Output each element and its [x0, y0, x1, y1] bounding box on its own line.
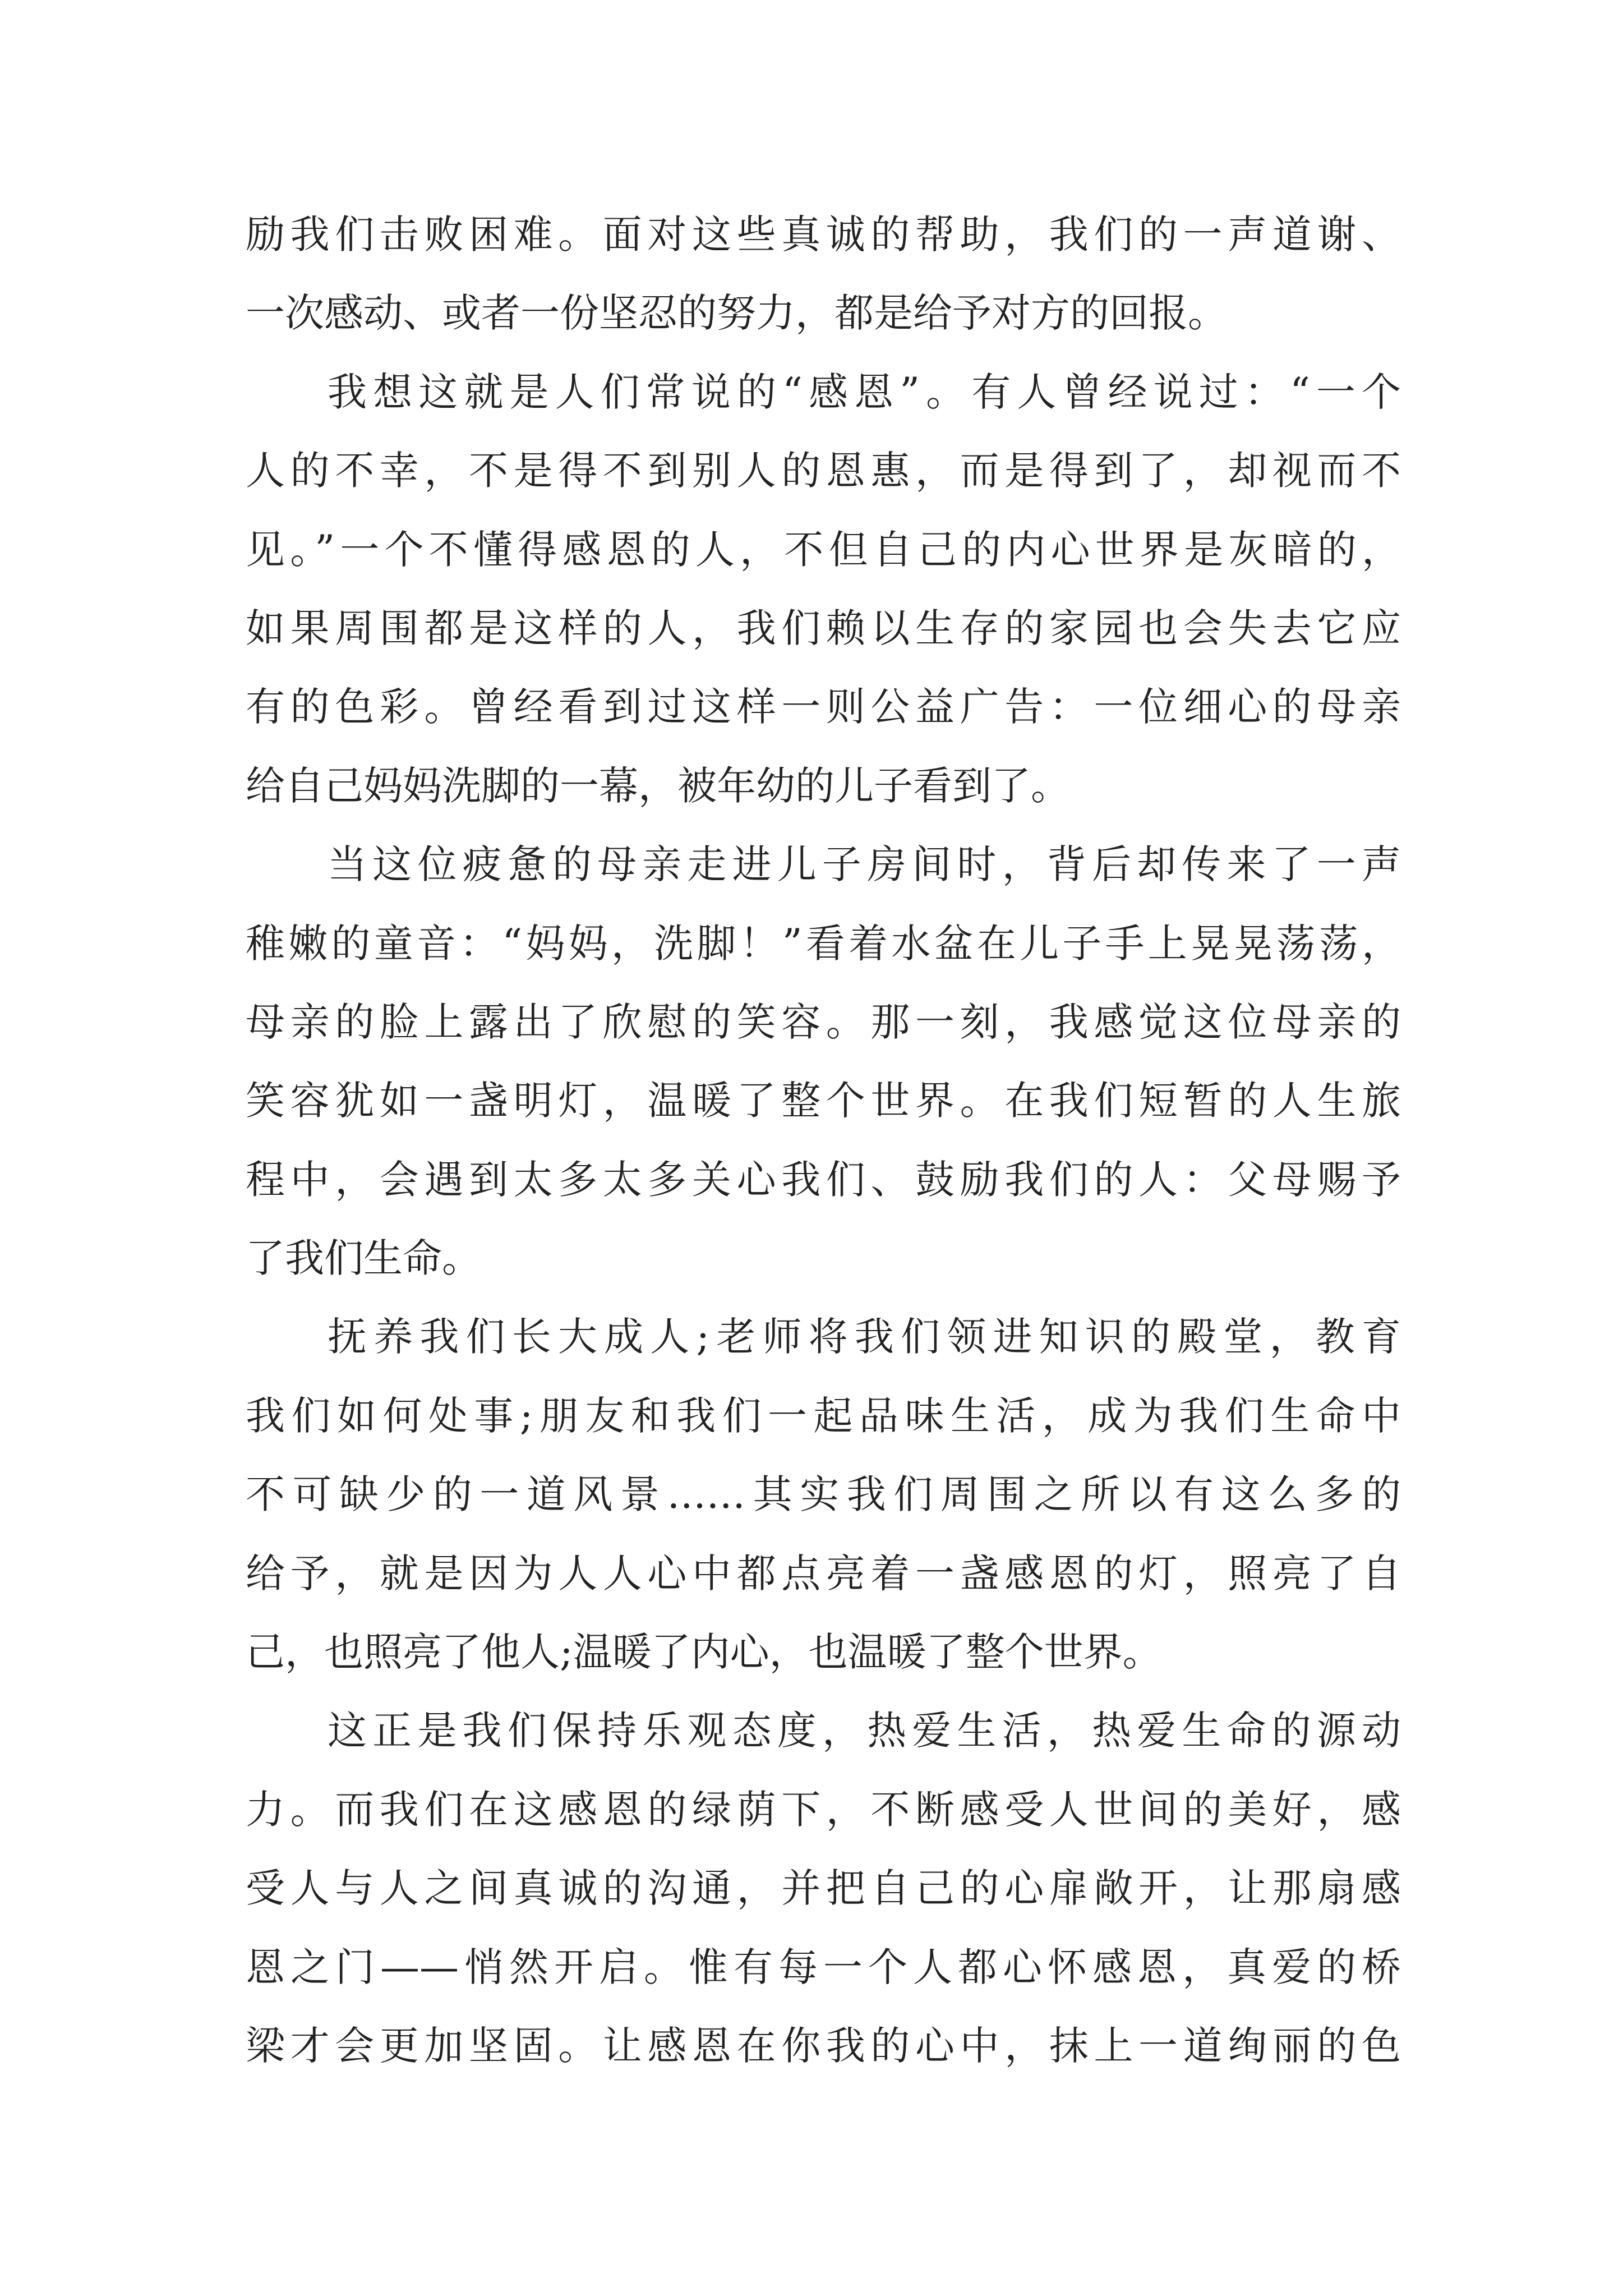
text-line: 见。”一个不懂得感恩的人，不但自己的内心世界是灰暗的， — [246, 526, 1401, 573]
text-line: 一次感动、或者一份坚忍的努力，都是给予对方的回报。 — [246, 290, 1227, 337]
text-line: 人的不幸，不是得不到别人的恩惠，而是得到了，却视而不 — [246, 448, 1401, 494]
text-line: 当这位疲惫的母亲走进儿子房间时，背后却传来了一声 — [328, 841, 1401, 888]
text-line: 受人与人之间真诚的沟通，并把自己的心扉敞开，让那扇感 — [246, 1865, 1401, 1912]
body-text — [246, 195, 1401, 2085]
text-line: 力。而我们在这感恩的绿荫下，不断感受人世间的美好，感 — [246, 1786, 1401, 1833]
text-line: 母亲的脸上露出了欣慰的笑容。那一刻，我感觉这位母亲的 — [246, 999, 1401, 1045]
text-line: 这正是我们保持乐观态度，热爱生活，热爱生命的源动 — [328, 1708, 1401, 1754]
text-line: 恩之门——悄然开启。惟有每一个人都心怀感恩，真爱的桥 — [246, 1944, 1401, 1990]
text-line: 笑容犹如一盏明灯，温暖了整个世界。在我们短暂的人生旅 — [246, 1078, 1401, 1124]
text-line: 程中，会遇到太多太多关心我们、鼓励我们的人：父母赐予 — [246, 1156, 1401, 1203]
text-line: 不可缺少的一道风景……其实我们周围之所以有这么多的 — [246, 1471, 1401, 1518]
text-line: 给自己妈妈洗脚的一幕，被年幼的儿子看到了。 — [246, 762, 1070, 809]
text-line: 如果周围都是这样的人，我们赖以生存的家园也会失去它应 — [246, 605, 1401, 651]
text-line: 励我们击败困难。面对这些真诚的帮助，我们的一声道谢、 — [246, 211, 1401, 257]
text-line: 给予，就是因为人人心中都点亮着一盏感恩的灯，照亮了自 — [246, 1550, 1401, 1596]
text-line: 了我们生命。 — [246, 1235, 481, 1282]
text-line: 有的色彩。曾经看到过这样一则公益广告：一位细心的母亲 — [246, 684, 1401, 730]
text-line: 我想这就是人们常说的“感恩”。有人曾经说过：“一个 — [328, 369, 1401, 415]
text-line: 我们如何处事;朋友和我们一起品味生活，成为我们生命中 — [246, 1392, 1401, 1439]
text-line: 稚嫩的童音：“妈妈，洗脚！”看着水盆在儿子手上晃晃荡荡， — [246, 920, 1401, 967]
text-line: 己，也照亮了他人;温暖了内心，也温暖了整个世界。 — [246, 1629, 1162, 1676]
text-line: 抚养我们长大成人;老师将我们领进知识的殿堂，教育 — [328, 1314, 1401, 1360]
text-line: 梁才会更加坚固。让感恩在你我的心中，抹上一道绚丽的色 — [246, 2022, 1401, 2069]
